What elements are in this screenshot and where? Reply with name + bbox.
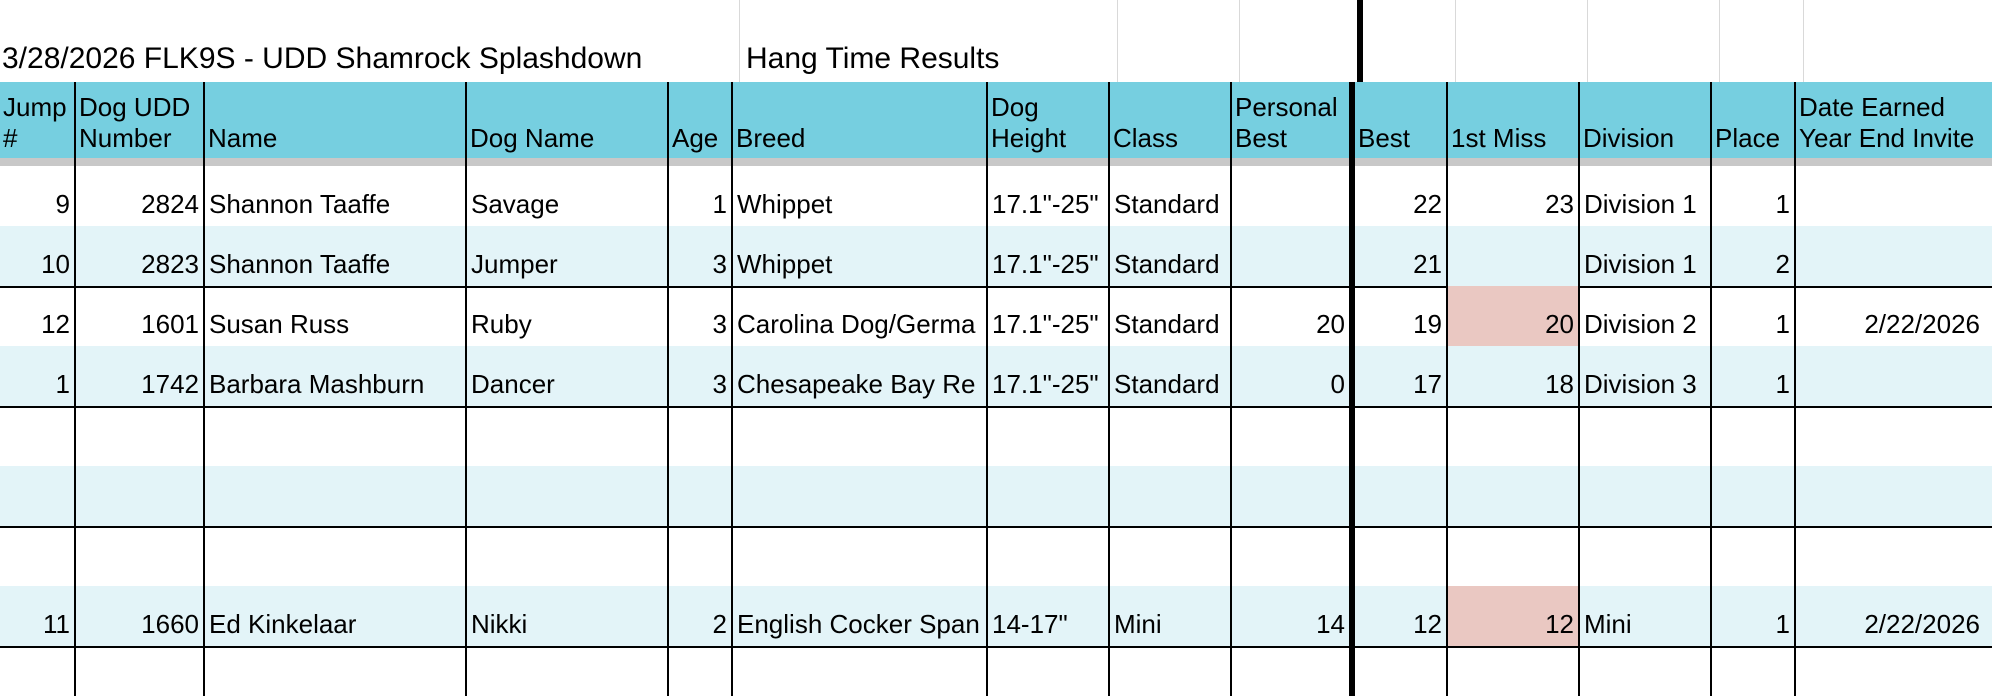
cell-jump[interactable]: 12 [0, 286, 76, 346]
cell-name[interactable] [205, 646, 467, 696]
table-row-empty [0, 646, 1992, 696]
table-row-empty [0, 526, 1992, 588]
cell-breed[interactable]: Chesapeake Bay Re [733, 346, 988, 406]
separator-cell [669, 158, 733, 166]
cell-jump[interactable]: 9 [0, 166, 76, 226]
table-row [0, 166, 1992, 228]
cell-udd-number[interactable] [76, 466, 205, 526]
header-breed-label: Breed [736, 123, 806, 153]
title-cell-empty[interactable] [1118, 0, 1240, 82]
cell-jump[interactable]: 1 [0, 346, 76, 406]
cell-best[interactable]: 17 [1355, 346, 1448, 406]
separator-cell [733, 158, 988, 166]
separator-cell [467, 158, 669, 166]
cell-class[interactable] [1110, 406, 1232, 466]
header-udd-label: Dog UDD Number [79, 92, 191, 153]
cell-first-miss-highlighted[interactable]: 12 [1448, 586, 1580, 646]
header-personal-best[interactable] [1232, 82, 1355, 158]
cell-division[interactable] [1580, 466, 1712, 526]
cell-age[interactable] [669, 406, 733, 466]
cell-place[interactable]: 1 [1712, 286, 1796, 346]
sheet-subtitle[interactable]: Hang Time Results [740, 0, 1118, 82]
cell-jump[interactable] [0, 526, 76, 586]
cell-name[interactable]: Shannon Taaffe [205, 166, 467, 226]
cell-jump[interactable] [0, 646, 76, 696]
cell-first-miss[interactable] [1448, 466, 1580, 526]
cell-breed[interactable]: Carolina Dog/Germa [733, 286, 988, 346]
cell-dog-name[interactable] [467, 646, 669, 696]
cell-dog-name[interactable] [467, 526, 669, 586]
cell-first-miss[interactable]: 18 [1448, 346, 1580, 406]
cell-dog-name[interactable]: Nikki [467, 586, 669, 646]
header-name-label: Name [208, 123, 278, 153]
cell-breed[interactable] [733, 406, 988, 466]
cell-personal-best[interactable]: 14 [1232, 586, 1355, 646]
cell-dog-height[interactable] [988, 646, 1110, 696]
header-age-label: Age [672, 123, 719, 153]
header-pb-label: Personal Best [1235, 92, 1338, 153]
separator-cell [1110, 158, 1232, 166]
cell-division[interactable]: Division 2 [1580, 286, 1712, 346]
cell-first-miss[interactable]: 23 [1448, 166, 1580, 226]
title-cell-empty[interactable] [1588, 0, 1720, 82]
title-cell-empty[interactable] [1456, 0, 1588, 82]
cell-name[interactable]: Ed Kinkelaar [205, 586, 467, 646]
cell-dog-name[interactable]: Jumper [467, 226, 669, 286]
cell-class[interactable] [1110, 466, 1232, 526]
cell-date-earned[interactable] [1796, 166, 1984, 226]
header-udd-number[interactable] [76, 82, 205, 158]
cell-first-miss-highlighted[interactable]: 20 [1448, 286, 1580, 346]
cell-date-earned[interactable] [1796, 646, 1984, 696]
cell-dog-name[interactable] [467, 466, 669, 526]
cell-personal-best[interactable]: 20 [1232, 286, 1355, 346]
header-best[interactable] [1355, 82, 1448, 158]
cell-date-earned[interactable]: 2/22/2026 [1864, 309, 1980, 339]
cell-dog-name[interactable]: Ruby [467, 286, 669, 346]
separator-cell [1712, 158, 1796, 166]
title-cell-empty[interactable] [1804, 0, 1992, 82]
cell-breed[interactable] [733, 466, 988, 526]
cell-date-earned[interactable] [1796, 466, 1984, 526]
cell-best[interactable]: 21 [1355, 226, 1448, 286]
cell-date-earned[interactable] [1796, 226, 1984, 286]
separator-cell [1580, 158, 1712, 166]
cell-name[interactable]: Susan Russ [205, 286, 467, 346]
cell-best[interactable] [1355, 466, 1448, 526]
cell-place[interactable]: 1 [1712, 346, 1796, 406]
cell-udd-number[interactable]: 1660 [76, 586, 205, 646]
cell-best[interactable]: 19 [1355, 286, 1448, 346]
title-row [0, 0, 1992, 82]
cell-place[interactable]: 1 [1712, 586, 1796, 646]
cell-first-miss[interactable] [1448, 526, 1580, 586]
header-row [0, 82, 1992, 162]
separator-cell [988, 158, 1110, 166]
header-jump-label: Jump # [3, 92, 67, 153]
title-cell-empty[interactable] [1240, 0, 1363, 82]
cell-personal-best[interactable]: 0 [1232, 346, 1355, 406]
header-age[interactable] [669, 82, 733, 158]
cell-udd-number[interactable] [76, 406, 205, 466]
cell-age[interactable]: 3 [669, 346, 733, 406]
cell-personal-best[interactable] [1232, 406, 1355, 466]
cell-dog-name[interactable]: Savage [467, 166, 669, 226]
cell-date-earned[interactable]: 2/22/2026 [1864, 609, 1980, 639]
separator-cell [0, 158, 76, 166]
header-separator [0, 158, 1992, 166]
cell-udd-number[interactable] [76, 646, 205, 696]
cell-personal-best[interactable] [1232, 646, 1355, 696]
table-row [0, 586, 1992, 648]
cell-dog-name[interactable]: Dancer [467, 346, 669, 406]
cell-place[interactable]: 2 [1712, 226, 1796, 286]
cell-place[interactable] [1712, 406, 1796, 466]
cell-breed[interactable] [733, 646, 988, 696]
cell-breed[interactable] [733, 526, 988, 586]
header-dog-label: Dog Name [470, 123, 595, 153]
cell-class[interactable] [1110, 646, 1232, 696]
cell-jump[interactable]: 10 [0, 226, 76, 286]
cell-class[interactable] [1110, 526, 1232, 586]
cell-udd-number[interactable]: 2823 [76, 226, 205, 286]
cell-dog-name[interactable] [467, 406, 669, 466]
header-name[interactable] [205, 82, 467, 158]
cell-best[interactable]: 22 [1355, 166, 1448, 226]
cell-date-earned[interactable] [1796, 406, 1984, 466]
cell-division[interactable]: Division 1 [1580, 166, 1712, 226]
cell-age[interactable]: 2 [669, 586, 733, 646]
cell-dog-height[interactable] [988, 406, 1110, 466]
cell-class[interactable]: Standard [1110, 286, 1232, 346]
cell-name[interactable]: Barbara Mashburn [205, 346, 467, 406]
cell-udd-number[interactable]: 1742 [76, 346, 205, 406]
cell-dog-height[interactable]: 14-17" [988, 586, 1110, 646]
header-dog-name[interactable] [467, 82, 669, 158]
header-breed[interactable] [733, 82, 988, 158]
cell-age[interactable]: 3 [669, 286, 733, 346]
cell-division[interactable]: Division 3 [1580, 346, 1712, 406]
cell-division[interactable] [1580, 526, 1712, 586]
table-row [0, 226, 1992, 288]
cell-dog-height[interactable]: 17.1"-25" [988, 226, 1110, 286]
cell-best[interactable] [1355, 646, 1448, 696]
header-dog-height[interactable] [988, 82, 1110, 158]
cell-first-miss[interactable] [1448, 406, 1580, 466]
cell-division[interactable]: Division 1 [1580, 226, 1712, 286]
header-height-label: Dog Height [991, 92, 1067, 153]
separator-cell [1448, 158, 1580, 166]
cell-name[interactable] [205, 406, 467, 466]
cell-place[interactable]: 1 [1712, 166, 1796, 226]
cell-age[interactable] [669, 646, 733, 696]
table-row-empty [0, 466, 1992, 528]
cell-place[interactable] [1712, 646, 1796, 696]
separator-cell [1796, 158, 1984, 166]
cell-name[interactable] [205, 466, 467, 526]
cell-division[interactable] [1580, 646, 1712, 696]
separator-cell [1232, 158, 1355, 166]
header-miss-label: 1st Miss [1451, 123, 1547, 153]
cell-class[interactable]: Standard [1110, 226, 1232, 286]
cell-udd-number[interactable]: 1601 [76, 286, 205, 346]
cell-age[interactable]: 3 [669, 226, 733, 286]
title-cell-empty[interactable] [1363, 0, 1456, 82]
cell-jump[interactable] [0, 466, 76, 526]
separator-cell [76, 158, 205, 166]
header-division-label: Division [1583, 123, 1675, 153]
table-row [0, 286, 1992, 348]
header-jump[interactable] [0, 82, 76, 158]
cell-breed[interactable]: Whippet [733, 226, 988, 286]
separator-cell [205, 158, 467, 166]
cell-class[interactable]: Mini [1110, 586, 1232, 646]
title-cell-empty[interactable] [1720, 0, 1804, 82]
header-class-label: Class [1113, 123, 1179, 153]
cell-division[interactable]: Mini [1580, 586, 1712, 646]
cell-class[interactable]: Standard [1110, 166, 1232, 226]
cell-class[interactable]: Standard [1110, 346, 1232, 406]
cell-dog-height[interactable]: 17.1"-25" [988, 286, 1110, 346]
cell-age[interactable] [669, 526, 733, 586]
table-row-empty [0, 406, 1992, 468]
cell-dog-height[interactable] [988, 526, 1110, 586]
cell-personal-best[interactable] [1232, 466, 1355, 526]
header-place[interactable] [1712, 82, 1796, 158]
cell-udd-number[interactable] [76, 526, 205, 586]
cell-date-earned[interactable] [1796, 526, 1984, 586]
table-row [0, 346, 1992, 408]
cell-name[interactable] [205, 526, 467, 586]
cell-breed[interactable]: Whippet [733, 166, 988, 226]
cell-age[interactable] [669, 466, 733, 526]
header-best-label: Best [1358, 123, 1411, 153]
header-date-label: Date Earned Year End Invite [1799, 92, 1975, 153]
cell-date-earned[interactable] [1796, 346, 1984, 406]
cell-dog-height[interactable]: 17.1"-25" [988, 166, 1110, 226]
cell-place[interactable] [1712, 466, 1796, 526]
cell-best[interactable] [1355, 406, 1448, 466]
cell-name[interactable]: Shannon Taaffe [205, 226, 467, 286]
cell-personal-best[interactable] [1232, 226, 1355, 286]
cell-best[interactable] [1355, 526, 1448, 586]
cell-first-miss[interactable] [1448, 226, 1580, 286]
cell-best[interactable]: 12 [1355, 586, 1448, 646]
cell-place[interactable] [1712, 526, 1796, 586]
header-place-label: Place [1715, 123, 1781, 153]
cell-dog-height[interactable] [988, 466, 1110, 526]
sheet-title[interactable]: 3/28/2026 FLK9S - UDD Shamrock Splashdown [0, 0, 740, 82]
cell-age[interactable]: 1 [669, 166, 733, 226]
header-division[interactable] [1580, 82, 1712, 158]
cell-personal-best[interactable] [1232, 166, 1355, 226]
header-first-miss[interactable] [1448, 82, 1580, 158]
header-class[interactable] [1110, 82, 1232, 158]
cell-dog-height[interactable]: 17.1"-25" [988, 346, 1110, 406]
header-date-earned[interactable] [1796, 82, 1984, 158]
cell-udd-number[interactable]: 2824 [76, 166, 205, 226]
cell-jump[interactable] [0, 406, 76, 466]
cell-personal-best[interactable] [1232, 526, 1355, 586]
cell-first-miss[interactable] [1448, 646, 1580, 696]
separator-cell [1355, 158, 1448, 166]
cell-division[interactable] [1580, 406, 1712, 466]
cell-jump[interactable]: 11 [0, 586, 76, 646]
cell-breed[interactable]: English Cocker Span [733, 586, 988, 646]
